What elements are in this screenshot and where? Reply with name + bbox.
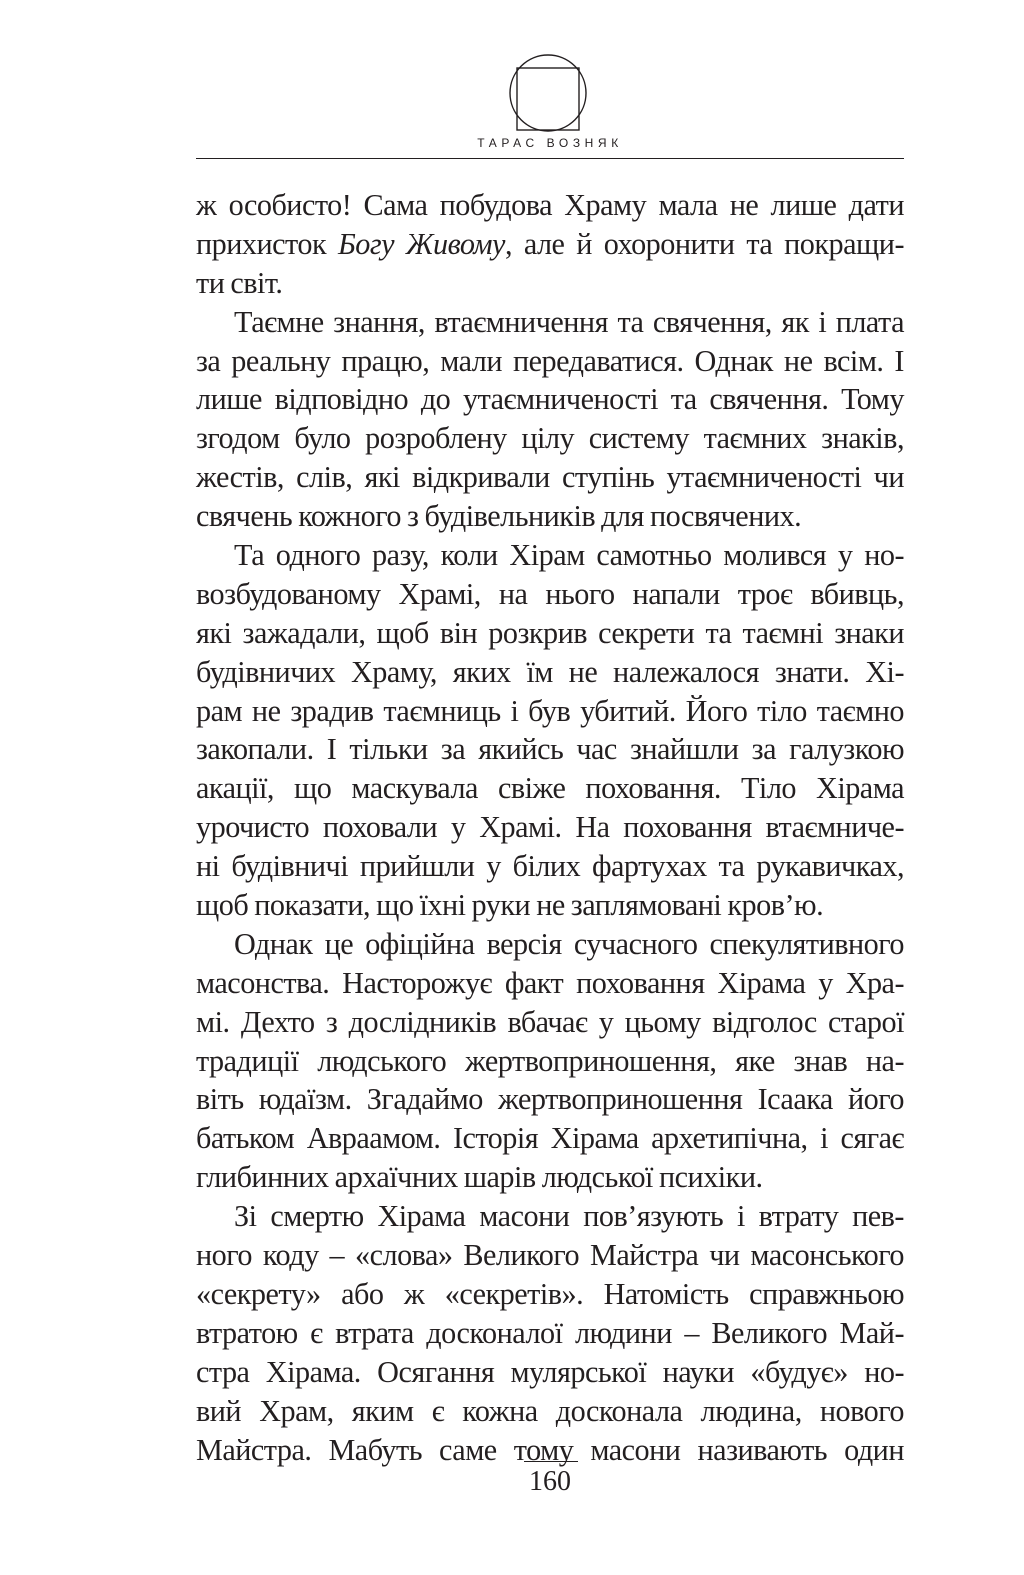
text-line: традиції людського жертвоприношення, яке знав на-	[196, 1043, 904, 1078]
text-line: глибинних архаїчних шарів людської психіки.	[196, 1160, 763, 1195]
paragraph	[196, 303, 904, 536]
text-line: за реальну працю, мали передаватися. Однак не всім. І	[196, 343, 904, 378]
paragraph	[196, 536, 904, 925]
text-line: масонства. Насторожує факт поховання Хірама у Хра-	[196, 965, 904, 1000]
text-line: стра Хірама. Осягання мулярської науки «будує» но-	[196, 1354, 904, 1389]
text-line: возбудованому Храмі, на нього напали троє вбивць,	[196, 576, 904, 611]
text-line: Майстра. Мабуть саме тому масони називають один	[196, 1432, 904, 1467]
text-line: втратою є втрата досконалої людини – Великого Май-	[196, 1315, 904, 1350]
text-line: ти світ.	[196, 265, 283, 300]
text-line: які зажадали, щоб він розкрив секрети та таємні знаки	[196, 615, 904, 650]
text-line: урочисто поховали у Храмі. На поховання втаємниче-	[196, 810, 904, 845]
running-head-author: ТАРАС ВОЗНЯК	[477, 136, 623, 150]
text-line: віть юдаїзм. Згадаймо жертвоприношення Ісаака його	[196, 1082, 904, 1117]
circle-square-emblem-icon	[508, 48, 588, 138]
text-line: «секрету» або ж «секретів». Натомість справжньою	[196, 1276, 904, 1311]
text-line: мі. Дехто з дослідників вбачає у цьому відголос старої	[196, 1004, 904, 1039]
text-line: Однак це офіційна версія сучасного спекулятивного	[234, 926, 904, 961]
text-line: прихисток Богу Живому, але й охоронити та покращи-	[196, 226, 905, 261]
page-number-rule	[524, 1461, 578, 1462]
page-number: 160	[529, 1466, 571, 1497]
text-line: акації, що маскувала свіже поховання. Тіло Хірама	[196, 771, 904, 806]
text-line: щоб показати, що їхні руки не заплямовані кров’ю.	[196, 888, 824, 923]
text-line: свячень кожного з будівельників для посвячених.	[196, 499, 802, 534]
text-line: ж особисто! Сама побудова Храму мала не лише дати	[196, 188, 904, 222]
body-text	[196, 186, 904, 1469]
text-line: будівничих Храму, яких їм не належалося знати. Хі-	[196, 654, 904, 689]
text-line: лише відповідно до утаємниченості та свячення. Тому	[196, 382, 904, 417]
text-line: закопали. І тільки за якийсь час знайшли за галузкою	[196, 732, 904, 767]
text-line: згодом було розроблену цілу систему таємних знаків,	[196, 421, 904, 456]
text-line: рам не зрадив таємниць і був убитий. Його тіло таємно	[196, 693, 904, 728]
text-line: вий Храм, яким є кожна досконала людина, нового	[196, 1393, 904, 1428]
text-line: батьком Авраамом. Історія Хірама архетипічна, і сягає	[196, 1121, 904, 1156]
text-line: ного коду – «слова» Великого Майстра чи масонського	[196, 1238, 904, 1273]
paragraph	[196, 1197, 904, 1469]
paragraph	[196, 925, 904, 1197]
text-line: ні будівничі прийшли у білих фартухах та рукавичках,	[196, 849, 904, 884]
text-line: жестів, слів, які відкривали ступінь утаємниченості чи	[196, 460, 904, 495]
header-rule	[196, 158, 904, 159]
text-line: Таємне знання, втаємничення та свячення, як і плата	[234, 304, 904, 339]
text-line: Зі смертю Хірама масони пов’язують і втрату пев-	[234, 1199, 904, 1234]
text-line: Та одного разу, коли Хірам самотньо молився у но-	[234, 538, 904, 573]
italic-phrase: Богу Живому	[337, 226, 505, 261]
paragraph	[196, 186, 904, 303]
